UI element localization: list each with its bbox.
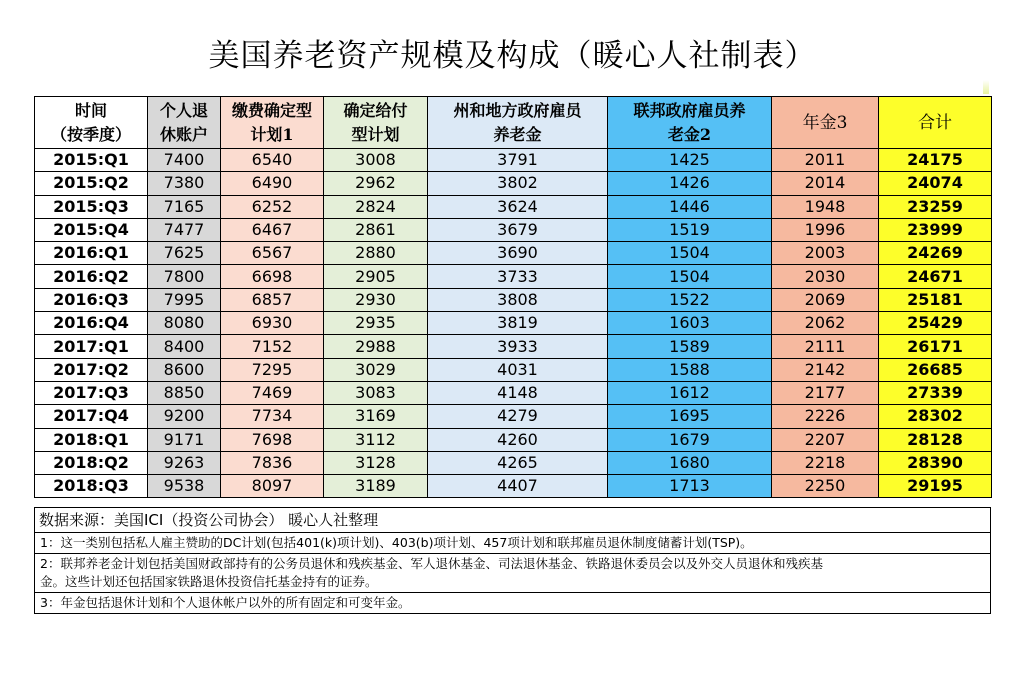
table-row bbox=[35, 265, 992, 288]
cell-ira: 7800 bbox=[148, 265, 221, 288]
cell-period: 2018:Q1 bbox=[35, 428, 148, 451]
cell-db: 2880 bbox=[324, 242, 428, 265]
cell-period: 2017:Q4 bbox=[35, 405, 148, 428]
cell-dc: 8097 bbox=[221, 475, 324, 498]
cell-period: 2017:Q1 bbox=[35, 335, 148, 358]
cell-period: 2015:Q3 bbox=[35, 195, 148, 218]
table-row bbox=[35, 428, 992, 451]
cell-dc: 7836 bbox=[221, 451, 324, 474]
header-annuity: 年金3 bbox=[772, 97, 879, 149]
cell-annuity: 2011 bbox=[772, 149, 879, 172]
cell-ira: 8600 bbox=[148, 358, 221, 381]
cell-dc: 6252 bbox=[221, 195, 324, 218]
cell-ira: 9171 bbox=[148, 428, 221, 451]
cell-annuity: 1996 bbox=[772, 218, 879, 241]
header-state-line2: 养老金 bbox=[493, 124, 542, 144]
cell-db: 2962 bbox=[324, 172, 428, 195]
table-row bbox=[35, 172, 992, 195]
cell-dc: 7734 bbox=[221, 405, 324, 428]
header-period-line2: （按季度） bbox=[50, 124, 131, 144]
cell-annuity: 1948 bbox=[772, 195, 879, 218]
cell-fed: 1695 bbox=[608, 405, 772, 428]
header-dc-line2: 计划1 bbox=[250, 124, 294, 144]
cell-fed: 1713 bbox=[608, 475, 772, 498]
header-dc bbox=[221, 97, 324, 149]
cell-dc: 7295 bbox=[221, 358, 324, 381]
notes-table bbox=[34, 507, 991, 614]
cell-dc: 6540 bbox=[221, 149, 324, 172]
cell-fed: 1426 bbox=[608, 172, 772, 195]
table-row bbox=[35, 335, 992, 358]
cell-fed: 1522 bbox=[608, 288, 772, 311]
table-row bbox=[35, 312, 992, 335]
cell-annuity: 2218 bbox=[772, 451, 879, 474]
cell-period: 2017:Q2 bbox=[35, 358, 148, 381]
cell-period: 2017:Q3 bbox=[35, 381, 148, 404]
footnote-2-line1: 2：联邦养老金计划包括美国财政部持有的公务员退休和残疾基金、军人退休基金、司法退休基金、铁路退休委员会以及外交人员退休和残疾基 bbox=[40, 556, 823, 571]
cell-db: 3169 bbox=[324, 405, 428, 428]
cell-fed: 1519 bbox=[608, 218, 772, 241]
cell-state: 3802 bbox=[428, 172, 608, 195]
cell-total: 28128 bbox=[879, 428, 992, 451]
pension-assets-table bbox=[34, 96, 992, 498]
cell-total: 25181 bbox=[879, 288, 992, 311]
cell-annuity: 2062 bbox=[772, 312, 879, 335]
cell-annuity: 2014 bbox=[772, 172, 879, 195]
cell-fed: 1603 bbox=[608, 312, 772, 335]
cell-period: 2016:Q1 bbox=[35, 242, 148, 265]
cell-state: 3679 bbox=[428, 218, 608, 241]
header-fed bbox=[608, 97, 772, 149]
cell-db: 2905 bbox=[324, 265, 428, 288]
cell-state: 3808 bbox=[428, 288, 608, 311]
cell-ira: 9538 bbox=[148, 475, 221, 498]
cell-total: 26171 bbox=[879, 335, 992, 358]
footnote-2 bbox=[35, 554, 991, 593]
cell-total: 28302 bbox=[879, 405, 992, 428]
cell-ira: 8080 bbox=[148, 312, 221, 335]
cell-total: 23999 bbox=[879, 218, 992, 241]
cell-db: 3008 bbox=[324, 149, 428, 172]
cell-state: 4031 bbox=[428, 358, 608, 381]
header-db-line2: 型计划 bbox=[351, 124, 400, 144]
header-fed-line2: 老金2 bbox=[667, 124, 712, 144]
cell-dc: 7152 bbox=[221, 335, 324, 358]
cell-period: 2016:Q4 bbox=[35, 312, 148, 335]
cell-annuity: 2226 bbox=[772, 405, 879, 428]
cell-db: 3083 bbox=[324, 381, 428, 404]
cell-db: 2935 bbox=[324, 312, 428, 335]
cell-state: 3933 bbox=[428, 335, 608, 358]
footnote-2-line2: 金。这些计划还包括国家铁路退休投资信托基金持有的证券。 bbox=[40, 574, 378, 589]
footnote-3: 3：年金包括退休计划和个人退休帐户以外的所有固定和可变年金。 bbox=[35, 593, 991, 614]
cell-db: 2824 bbox=[324, 195, 428, 218]
header-total: 合计 bbox=[879, 97, 992, 149]
cell-total: 28390 bbox=[879, 451, 992, 474]
cell-annuity: 2177 bbox=[772, 381, 879, 404]
cell-ira: 8850 bbox=[148, 381, 221, 404]
cell-total: 24175 bbox=[879, 149, 992, 172]
cell-db: 2861 bbox=[324, 218, 428, 241]
cell-state: 3791 bbox=[428, 149, 608, 172]
cell-total: 24074 bbox=[879, 172, 992, 195]
cell-ira: 7625 bbox=[148, 242, 221, 265]
table-row bbox=[35, 381, 992, 404]
cell-state: 4260 bbox=[428, 428, 608, 451]
cell-fed: 1680 bbox=[608, 451, 772, 474]
header-state bbox=[428, 97, 608, 149]
cell-annuity: 2069 bbox=[772, 288, 879, 311]
cell-annuity: 2250 bbox=[772, 475, 879, 498]
cell-ira: 7380 bbox=[148, 172, 221, 195]
cell-period: 2016:Q2 bbox=[35, 265, 148, 288]
cell-fed: 1446 bbox=[608, 195, 772, 218]
cell-total: 24671 bbox=[879, 265, 992, 288]
table-row bbox=[35, 405, 992, 428]
source-note: 数据来源：美国ICI（投资公司协会） 暖心人社整理 bbox=[35, 508, 991, 533]
cell-total: 23259 bbox=[879, 195, 992, 218]
header-ira bbox=[148, 97, 221, 149]
header-period bbox=[35, 97, 148, 149]
cell-dc: 6467 bbox=[221, 218, 324, 241]
cell-ira: 7400 bbox=[148, 149, 221, 172]
header-dc-line1: 缴费确定型 bbox=[231, 100, 312, 120]
cell-ira: 7477 bbox=[148, 218, 221, 241]
header-ira-line2: 休账户 bbox=[159, 124, 208, 144]
table-body bbox=[35, 149, 992, 498]
cell-annuity: 2111 bbox=[772, 335, 879, 358]
cell-db: 2930 bbox=[324, 288, 428, 311]
cell-marker bbox=[983, 80, 989, 94]
cell-period: 2015:Q2 bbox=[35, 172, 148, 195]
header-ira-line1: 个人退 bbox=[159, 100, 208, 120]
cell-period: 2018:Q2 bbox=[35, 451, 148, 474]
cell-dc: 6698 bbox=[221, 265, 324, 288]
header-db bbox=[324, 97, 428, 149]
cell-period: 2015:Q4 bbox=[35, 218, 148, 241]
cell-ira: 9263 bbox=[148, 451, 221, 474]
cell-annuity: 2030 bbox=[772, 265, 879, 288]
cell-dc: 6567 bbox=[221, 242, 324, 265]
cell-state: 4407 bbox=[428, 475, 608, 498]
cell-annuity: 2142 bbox=[772, 358, 879, 381]
header-row bbox=[35, 97, 992, 149]
cell-state: 4279 bbox=[428, 405, 608, 428]
footnote-1: 1：这一类别包括私人雇主赞助的DC计划(包括401(k)项计划)、403(b)项计划、457项计划和联邦雇员退休制度储蓄计划(TSP)。 bbox=[35, 533, 991, 554]
table-row bbox=[35, 218, 992, 241]
cell-ira: 8400 bbox=[148, 335, 221, 358]
table-row bbox=[35, 242, 992, 265]
cell-state: 3733 bbox=[428, 265, 608, 288]
cell-ira: 7995 bbox=[148, 288, 221, 311]
table-row bbox=[35, 149, 992, 172]
cell-fed: 1504 bbox=[608, 242, 772, 265]
cell-dc: 7469 bbox=[221, 381, 324, 404]
cell-annuity: 2207 bbox=[772, 428, 879, 451]
cell-dc: 6490 bbox=[221, 172, 324, 195]
cell-state: 3690 bbox=[428, 242, 608, 265]
header-db-line1: 确定给付 bbox=[343, 100, 408, 120]
cell-db: 3112 bbox=[324, 428, 428, 451]
cell-fed: 1589 bbox=[608, 335, 772, 358]
cell-total: 24269 bbox=[879, 242, 992, 265]
cell-period: 2015:Q1 bbox=[35, 149, 148, 172]
page-title: 美国养老资产规模及构成（暖心人社制表） bbox=[208, 38, 817, 74]
cell-total: 26685 bbox=[879, 358, 992, 381]
cell-fed: 1504 bbox=[608, 265, 772, 288]
cell-period: 2018:Q3 bbox=[35, 475, 148, 498]
cell-db: 3029 bbox=[324, 358, 428, 381]
cell-fed: 1425 bbox=[608, 149, 772, 172]
table-row bbox=[35, 451, 992, 474]
cell-period: 2016:Q3 bbox=[35, 288, 148, 311]
cell-db: 2988 bbox=[324, 335, 428, 358]
cell-dc: 6930 bbox=[221, 312, 324, 335]
cell-total: 27339 bbox=[879, 381, 992, 404]
cell-state: 3624 bbox=[428, 195, 608, 218]
cell-fed: 1588 bbox=[608, 358, 772, 381]
header-state-line1: 州和地方政府雇员 bbox=[453, 100, 582, 120]
cell-dc: 6857 bbox=[221, 288, 324, 311]
cell-fed: 1612 bbox=[608, 381, 772, 404]
cell-db: 3128 bbox=[324, 451, 428, 474]
cell-ira: 7165 bbox=[148, 195, 221, 218]
cell-ira: 9200 bbox=[148, 405, 221, 428]
cell-dc: 7698 bbox=[221, 428, 324, 451]
header-fed-line1: 联邦政府雇员养 bbox=[633, 100, 746, 120]
header-period-line1: 时间 bbox=[74, 100, 107, 120]
cell-total: 29195 bbox=[879, 475, 992, 498]
table-row bbox=[35, 358, 992, 381]
cell-state: 3819 bbox=[428, 312, 608, 335]
cell-state: 4148 bbox=[428, 381, 608, 404]
cell-fed: 1679 bbox=[608, 428, 772, 451]
cell-annuity: 2003 bbox=[772, 242, 879, 265]
cell-db: 3189 bbox=[324, 475, 428, 498]
cell-total: 25429 bbox=[879, 312, 992, 335]
table-row bbox=[35, 288, 992, 311]
table-row bbox=[35, 195, 992, 218]
cell-state: 4265 bbox=[428, 451, 608, 474]
table-row bbox=[35, 475, 992, 498]
